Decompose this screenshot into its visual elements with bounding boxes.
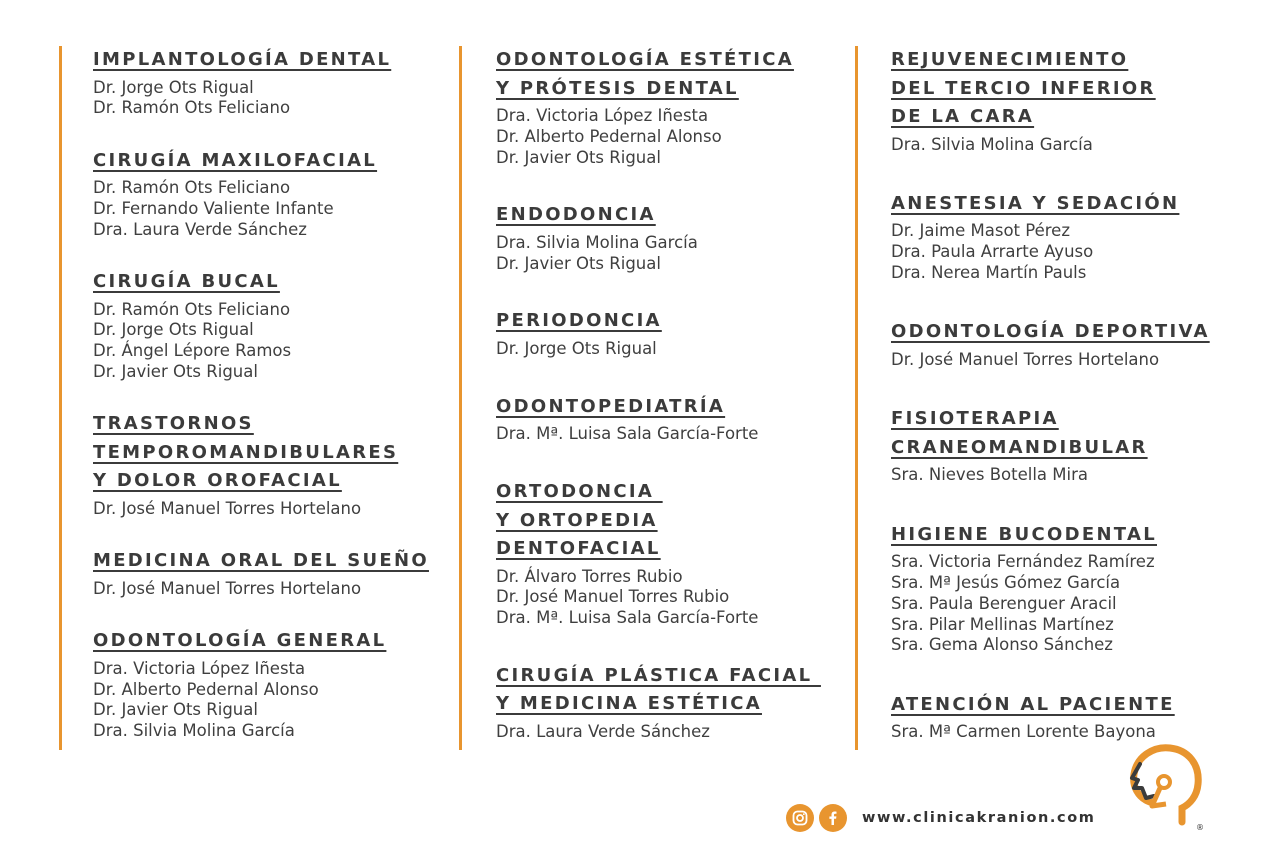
heading-line: TEMPOROMANDIBULARES [93, 441, 399, 463]
registered-mark: ® [1196, 823, 1204, 832]
staff-list [891, 221, 1255, 283]
heading-line: DENTOFACIAL [496, 538, 661, 560]
staff-name: Dra. Silvia Molina García [496, 232, 698, 252]
heading-line: DE LA CARA [891, 106, 1035, 127]
staff-list [891, 350, 1255, 371]
staff-name: Dr. Jorge Ots Rigual [93, 77, 254, 97]
heading-line: IMPLANTOLOGÍA DENTAL [93, 49, 392, 70]
heading-line: ANESTESIA Y SEDACIÓN [891, 192, 1180, 214]
specialty-heading [496, 393, 829, 422]
staff-name: Sra. Gema Alonso Sánchez [891, 635, 1113, 655]
specialty-section [496, 307, 829, 359]
staff-list [891, 135, 1255, 156]
staff-name: Dr. Javier Ots Rigual [93, 362, 258, 382]
heading-line: PERIODONCIA [496, 310, 662, 332]
staff-name: Dra. Paula Arrarte Ayuso [891, 242, 1094, 262]
specialty-heading [496, 307, 829, 336]
staff-name: Dra. Victoria López Iñesta [496, 106, 709, 125]
staff-name: Dr. Javier Ots Rigual [496, 147, 661, 167]
specialty-section [93, 410, 429, 519]
specialty-section [93, 547, 429, 599]
staff-list [93, 499, 429, 520]
staff-name: Dr. Ramón Ots Feliciano [93, 98, 291, 118]
staff-name: Dr. Álvaro Torres Rubio [496, 566, 683, 586]
staff-list [93, 579, 429, 600]
staff-name: Dr. Javier Ots Rigual [496, 253, 661, 273]
staff-name: Dr. José Manuel Torres Hortelano [93, 578, 362, 598]
heading-line: ODONTOLOGÍA GENERAL [93, 630, 387, 652]
staff-list [496, 567, 829, 629]
staff-name: Dra. Mª. Luisa Sala García-Forte [496, 608, 759, 628]
specialty-section [93, 147, 429, 241]
specialty-section [891, 691, 1255, 743]
specialty-section [93, 46, 429, 119]
heading-line: ORTODONCIA [496, 481, 663, 503]
staff-name: Sra. Mª Jesús Gómez García [891, 572, 1121, 592]
staff-name: Dra. Laura Verde Sánchez [93, 219, 307, 239]
column-3 [855, 46, 1255, 750]
staff-name: Dra. Laura Verde Sánchez [496, 721, 710, 741]
specialty-heading [93, 627, 429, 656]
staff-list [496, 424, 829, 445]
staff-name: Dr. José Manuel Torres Hortelano [93, 498, 362, 518]
heading-line: CRANEOMANDIBULAR [891, 436, 1148, 458]
specialty-section [891, 405, 1255, 486]
column-2 [459, 46, 829, 750]
specialty-heading [496, 46, 829, 103]
staff-name: Sra. Nieves Botella Mira [891, 465, 1088, 485]
specialty-section [496, 662, 829, 743]
specialty-heading [891, 691, 1255, 720]
specialty-heading [496, 478, 829, 564]
staff-name: Dra. Mª. Luisa Sala García-Forte [496, 424, 759, 444]
column-1 [59, 46, 429, 750]
specialty-heading [891, 318, 1255, 347]
heading-line: HIGIENE BUCODENTAL [891, 523, 1157, 545]
heading-line: Y PRÓTESIS DENTAL [496, 77, 739, 99]
instagram-icon[interactable] [786, 804, 814, 832]
staff-name: Dr. José Manuel Torres Rubio [496, 587, 730, 607]
heading-line: MEDICINA ORAL DEL SUEÑO [93, 550, 429, 572]
staff-name: Dr. Javier Ots Rigual [93, 700, 258, 720]
specialty-heading [891, 190, 1255, 219]
specialty-heading [891, 521, 1255, 550]
staff-name: Dr. Alberto Pedernal Alonso [496, 126, 722, 146]
staff-list [93, 178, 429, 240]
specialty-heading [496, 201, 829, 230]
specialty-section [496, 201, 829, 274]
heading-line: Y DOLOR OROFACIAL [93, 470, 342, 492]
heading-line: ATENCIÓN AL PACIENTE [891, 693, 1175, 715]
heading-line: Y MEDICINA ESTÉTICA [496, 693, 762, 715]
staff-list [496, 106, 829, 168]
facebook-icon[interactable] [819, 804, 847, 832]
heading-line: ODONTOLOGÍA DEPORTIVA [891, 321, 1210, 343]
specialty-section [891, 521, 1255, 656]
kranion-logo [1120, 742, 1206, 834]
staff-name: Dr. Ramón Ots Feliciano [93, 299, 291, 319]
specialty-heading [93, 547, 429, 576]
staff-list [891, 552, 1255, 656]
staff-name: Dra. Victoria López Iñesta [93, 658, 306, 678]
heading-line: Y ORTOPEDIA [496, 509, 658, 531]
heading-line: CIRUGÍA MAXILOFACIAL [93, 149, 378, 171]
heading-line: TRASTORNOS [93, 413, 254, 435]
specialty-heading [93, 46, 429, 75]
specialty-section [891, 46, 1255, 155]
heading-line: FISIOTERAPIA [891, 408, 1059, 430]
staff-name: Dr. José Manuel Torres Hortelano [891, 349, 1160, 369]
heading-line: ENDODONCIA [496, 204, 656, 226]
staff-name: Dr. Fernando Valiente Infante [93, 198, 334, 218]
specialty-section [891, 190, 1255, 284]
staff-list [93, 78, 429, 120]
staff-list [93, 659, 429, 742]
staff-name: Dr. Ramón Ots Feliciano [93, 178, 291, 198]
specialty-heading [891, 405, 1255, 462]
specialty-heading [93, 147, 429, 176]
footer [786, 803, 1096, 833]
staff-list [496, 233, 829, 275]
specialty-section [93, 627, 429, 742]
staff-name: Dr. Alberto Pedernal Alonso [93, 679, 319, 699]
staff-name: Dr. Jorge Ots Rigual [93, 320, 254, 340]
specialty-heading [93, 410, 429, 496]
staff-name: Dr. Jaime Masot Pérez [891, 221, 1070, 241]
specialty-section [891, 318, 1255, 370]
staff-name: Dra. Silvia Molina García [93, 721, 295, 741]
staff-list [891, 722, 1255, 743]
specialty-section [496, 478, 829, 629]
heading-line: REJUVENECIMIENTO [891, 49, 1129, 70]
staff-name: Dr. Ángel Lépore Ramos [93, 341, 292, 361]
staff-name: Sra. Mª Carmen Lorente Bayona [891, 722, 1156, 742]
staff-name: Sra. Pilar Mellinas Martínez [891, 614, 1114, 634]
specialty-heading [891, 46, 1255, 132]
staff-name: Dr. Jorge Ots Rigual [496, 338, 657, 358]
staff-list [496, 722, 829, 743]
heading-line: CIRUGÍA BUCAL [93, 271, 280, 293]
staff-name: Dra. Silvia Molina García [891, 134, 1093, 154]
heading-line: ODONTOPEDIATRÍA [496, 395, 726, 417]
heading-line: DEL TERCIO INFERIOR [891, 77, 1156, 99]
staff-list [93, 300, 429, 383]
staff-name: Sra. Paula Berenguer Aracil [891, 593, 1117, 613]
specialty-section [496, 46, 829, 168]
heading-line: CIRUGÍA PLÁSTICA FACIAL [496, 664, 821, 686]
staff-list [891, 465, 1255, 486]
heading-line: ODONTOLOGÍA ESTÉTICA [496, 49, 794, 70]
staff-list [496, 339, 829, 360]
specialty-heading [93, 268, 429, 297]
staff-name: Dra. Nerea Martín Pauls [891, 262, 1087, 282]
specialty-section [93, 268, 429, 383]
specialty-section [496, 393, 829, 445]
staff-name: Sra. Victoria Fernández Ramírez [891, 552, 1155, 572]
website-link[interactable]: www.clinicakranion.com [862, 810, 1096, 826]
specialty-heading [496, 662, 829, 719]
